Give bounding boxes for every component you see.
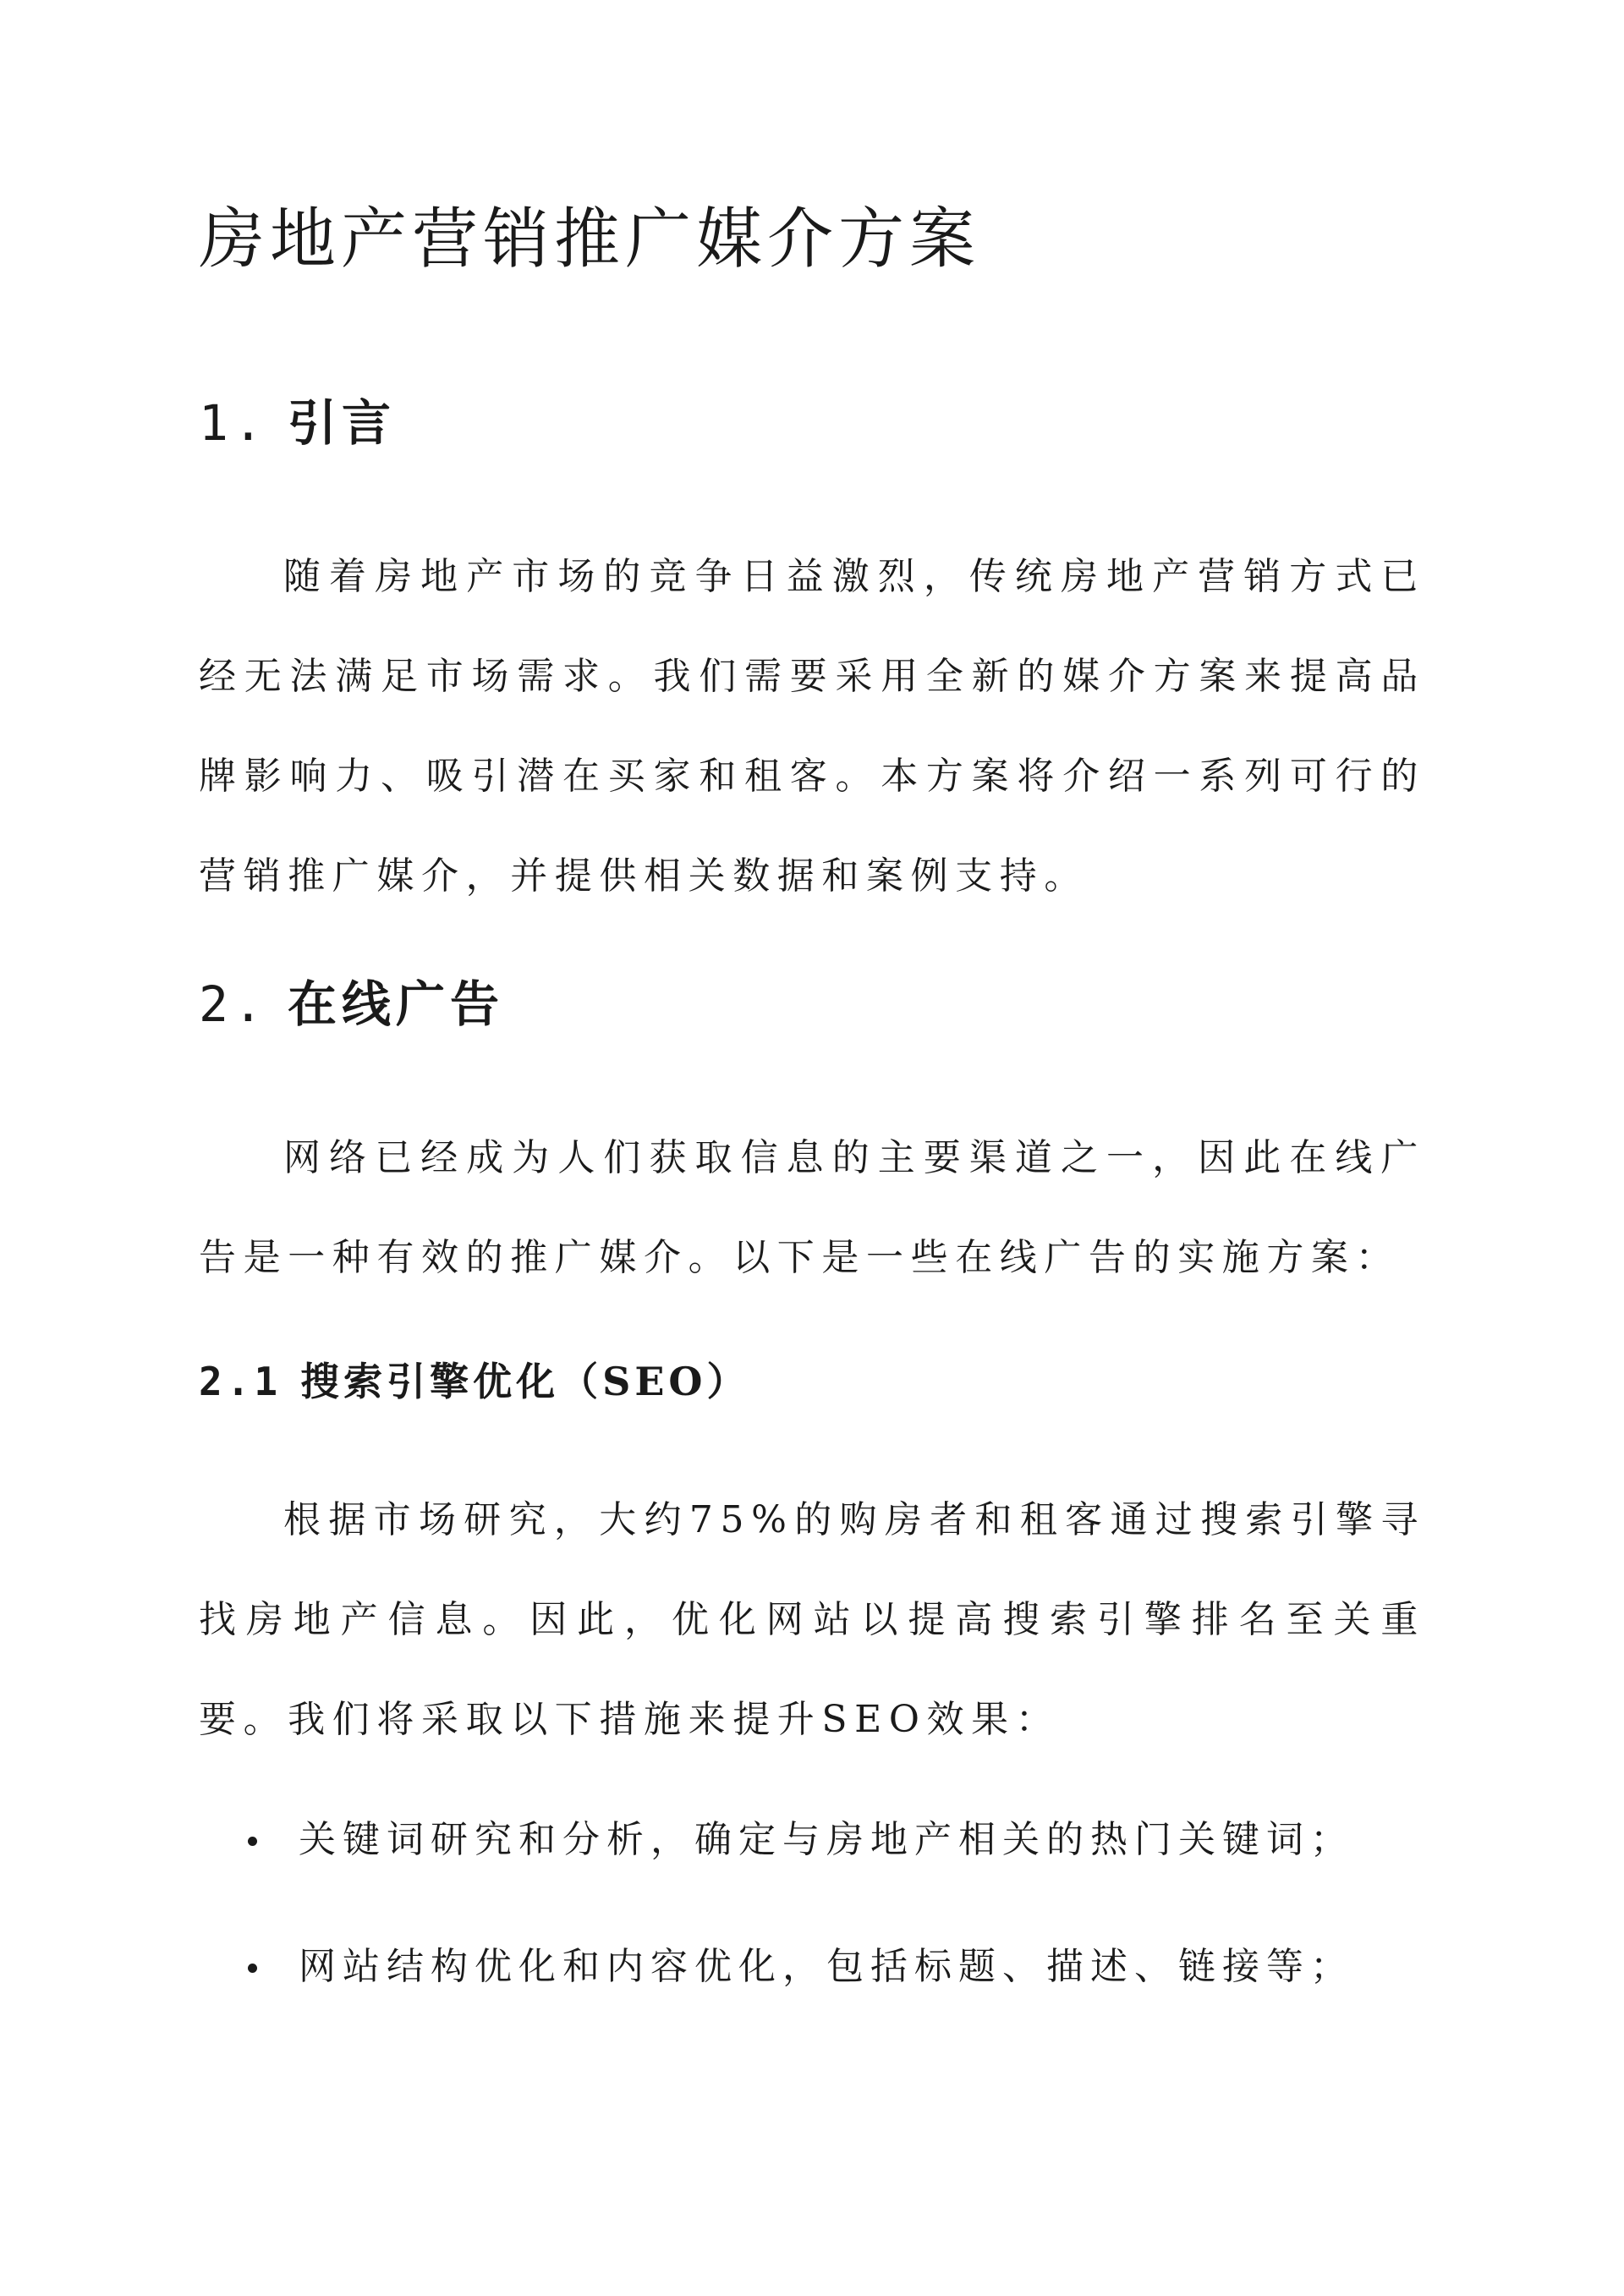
section-title: 引言 — [288, 394, 397, 452]
subsection-title: 搜索引擎优化（SEO） — [300, 1359, 750, 1404]
document-title: 房地产营销推广媒介方案 — [199, 201, 981, 277]
section-number: 1. — [199, 394, 268, 452]
list-item-text: 关键词研究和分析，确定与房地产相关的热门关键词； — [299, 1818, 1354, 1861]
seo-paragraph: 根据市场研究，大约75%的购房者和租客通过搜索引擎寻找房地产信息。因此，优化网站以提高搜索引擎排名至关重要。我们将采取以下措施来提升SEO效果： — [199, 1498, 1425, 1741]
section-heading-introduction — [199, 389, 396, 457]
list-item — [199, 1933, 1354, 2060]
bullet-dot-icon — [248, 1837, 257, 1846]
bullet-dot-icon — [248, 1964, 257, 1973]
section-title: 在线广告 — [288, 975, 505, 1033]
list-item — [199, 1806, 1354, 1933]
seo-measures-list — [199, 1806, 1354, 2060]
subsection-heading-seo — [199, 1352, 749, 1411]
subsection-number: 2.1 — [199, 1359, 283, 1404]
online-ads-paragraph: 网络已经成为人们获取信息的主要渠道之一，因此在线广告是一种有效的推广媒介。以下是一些在线广告的实施方案： — [199, 1136, 1425, 1279]
introduction-paragraph: 随着房地产市场的竞争日益激烈，传统房地产营销方式已经无法满足市场需求。我们需要采用全新的媒介方案来提高品牌影响力、吸引潜在买家和租客。本方案将介绍一系列可行的营销推广媒介，并提供相关数据和案例支持。 — [199, 555, 1425, 898]
section-heading-online-ads — [199, 970, 504, 1038]
list-item-text: 网站结构优化和内容优化，包括标题、描述、链接等； — [299, 1945, 1354, 1988]
section-number: 2. — [199, 975, 268, 1033]
